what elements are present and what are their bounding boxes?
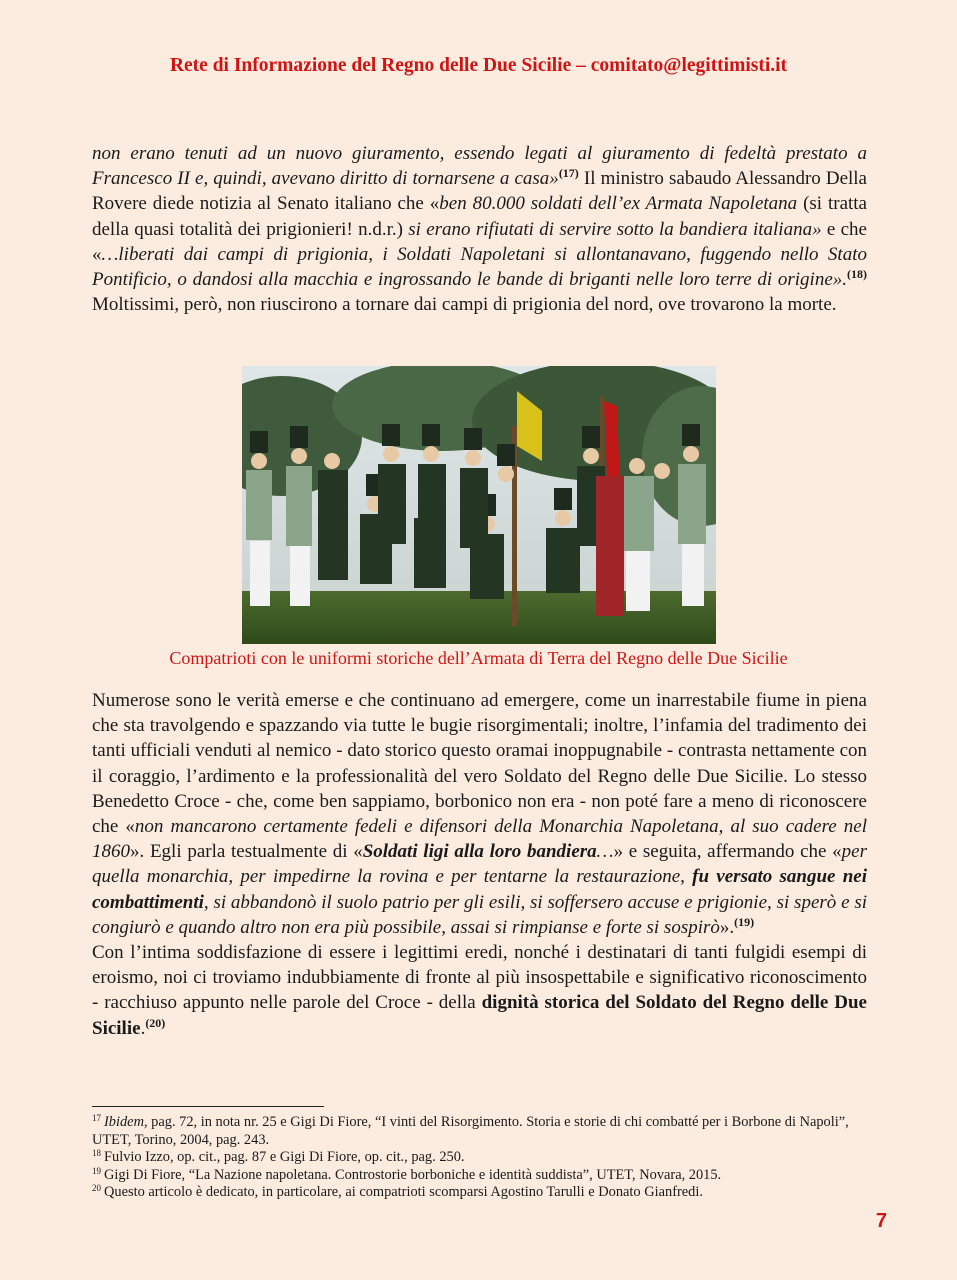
footnote-ref-19[interactable]: (19) [734, 914, 755, 929]
quote-text: , si abbandonò il suolo patrio per gli esili, si soffersero accuse e prigionie, si sperò e si congiurò e quando altro non era più possibile, assai si rimpianse e forte si sospirò [92, 891, 867, 938]
footnote-ref-20[interactable]: (20) [145, 1015, 166, 1030]
body-text: Il ministro sabaudo Alessandro Della Rovere diede notizia al Senato italiano che « [92, 168, 867, 215]
photo-caption: Compatrioti con le uniformi storiche dell’Armata di Terra del Regno delle Due Sicilie [169, 648, 788, 668]
body-text: e che « [92, 218, 867, 265]
footnote-item [92, 1114, 867, 1149]
body-text: ». [719, 916, 735, 938]
footnote-item [92, 1167, 867, 1185]
quote-text: non mancarono certamente fedeli e difensori della Monarchia Napoletana, al suo cadere nel 1860 [92, 816, 867, 863]
footnote-number: 19 [92, 1165, 101, 1176]
quote-text: per quella monarchia, per impedirne la rovina e per tentarne la restaurazione, [92, 841, 867, 888]
footnote-item [92, 1149, 867, 1167]
paragraph-2 [92, 688, 867, 1041]
quote-text: … [596, 841, 614, 863]
footnote-italic: Ibidem [104, 1114, 144, 1130]
footnote-text: Questo articolo è dedicato, in particolare, ai compatrioti scomparsi Agostino Tarulli e Donato Gianfredi. [104, 1184, 703, 1200]
body-text: . [140, 1017, 146, 1039]
body-text: ». Egli parla testualmente di « [130, 841, 363, 863]
footnote-text: Fulvio Izzo, op. cit., pag. 87 e Gigi Di Fiore, op. cit., pag. 250. [104, 1149, 465, 1165]
quote-text: ben 80.000 soldati dell’ex Armata Napoletana [439, 193, 798, 215]
quote-text: …liberati dai campi di prigionia, i Soldati Napoletani si allontanavano, fuggendo nello Stato Pontificio, o dandosi alla macchia e ingrossando le bande di briganti nelle loro terre di origine». [92, 243, 867, 291]
footnote-text: Gigi Di Fiore, “La Nazione napoletana. Controstorie borboniche e identità suddista”, UTET, Novara, 2015. [104, 1166, 722, 1183]
footnote-number: 18 [92, 1148, 101, 1158]
footnote-number: 17 [92, 1113, 101, 1123]
footnote-text: , pag. 72, in nota nr. 25 e Gigi Di Fiore, “I vinti del Risorgimento. Storia e storie di chi combatté per i Borbone di Napoli”, UTET, Torino, 2004, pag. 243. [92, 1114, 849, 1148]
quote-bold-text: Soldati ligi alla loro bandiera [362, 841, 597, 863]
body-text: » e seguita, affermando che « [613, 841, 842, 863]
footnote-item [92, 1184, 867, 1202]
footnote-divider [92, 1106, 324, 1107]
footnotes-list [92, 1114, 867, 1202]
body-text: (si tratta della quasi totalità dei prigionieri! n.d.r.) [92, 193, 867, 240]
footnote-ref-17[interactable]: (17) [558, 166, 579, 181]
page-number: 7 [875, 1210, 887, 1232]
body-text: Numerose sono le verità emerse e che continuano ad emergere, come un inarrestabile fiume in piena che sta travolgendo e spazzando via tutte le bugie risorgimentali; inoltre, l’infamia del tradimento dei tanti ufficiali venduti al nemico - dato storico questo oramai inoppugnabile - contrasta nettamente con il coraggio, l’ardimento e la professionalità del vero Soldato del Regno delle Due Sicilie. Lo stesso Benedetto Croce - che, come ben sappiamo, borbonico non era - non poté fare a meno di riconoscere che « [92, 690, 867, 838]
quote-text: si erano rifiutati di servire sotto la bandiera italiana» [408, 218, 822, 240]
footnote-number: 20 [92, 1183, 101, 1193]
quote-bold-text: fu versato sangue nei combattimenti [92, 866, 867, 913]
footnote-ref-18[interactable]: (18) [847, 267, 867, 282]
body-text: Con l’intima soddisfazione di essere i legittimi eredi, nonché i destinatari di tanti fulgidi esempi di eroismo, noi ci troviamo indubbiamente di fronte al più insospettabile e significativo riconoscimento - racchiuso appunto nelle parole del Croce - della [92, 942, 867, 1014]
paragraph-1 [92, 141, 867, 317]
quote-text: non erano tenuti ad un nuovo giuramento, essendo legati al giuramento di fedeltà prestato a Francesco II e, quindi, avevano diritto di tornarsene a casa» [92, 143, 867, 190]
page-header: Rete di Informazione del Regno delle Due Sicilie – comitato@legittimisti.it [169, 55, 788, 76]
group-photo [242, 366, 716, 644]
bold-text: dignità storica del Soldato del Regno delle Due Sicilie [92, 992, 867, 1039]
body-text: Moltissimi, però, non riuscirono a tornare dai campi di prigionia del nord, ove trovarono la morte. [92, 294, 837, 316]
